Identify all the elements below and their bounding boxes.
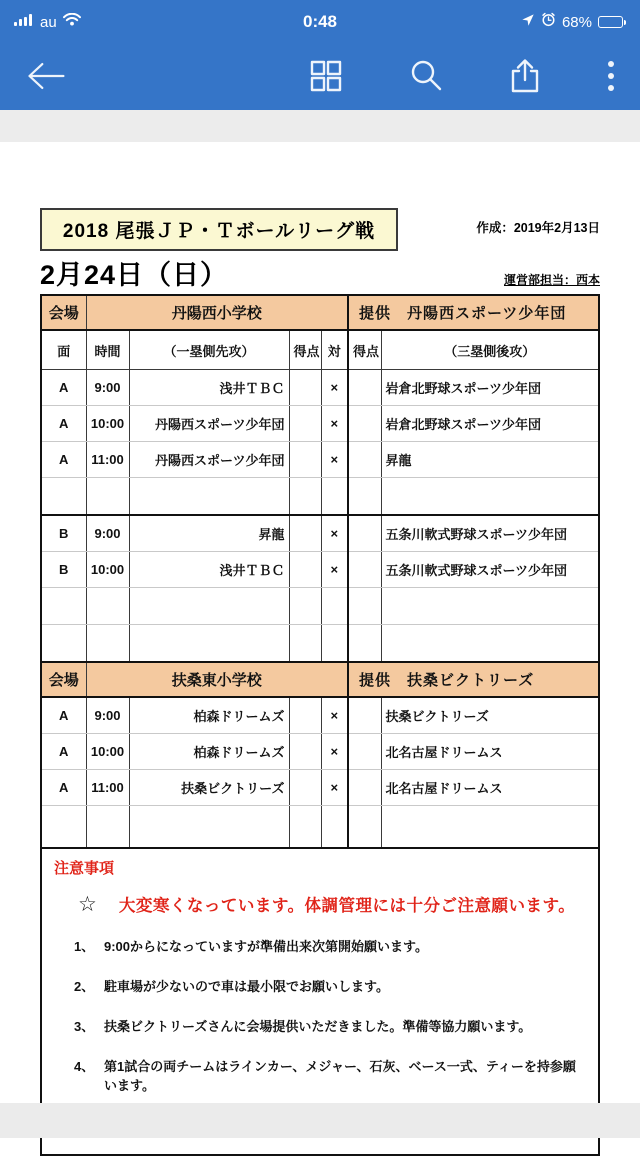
match-row bbox=[41, 770, 599, 806]
wifi-icon bbox=[63, 13, 81, 31]
cell-score2 bbox=[348, 806, 381, 849]
cell-second-team: 北名古屋ドリームス bbox=[381, 770, 599, 806]
provider-cell: 提供 扶桑ビクトリーズ bbox=[348, 662, 599, 697]
note-number: 1、 bbox=[74, 936, 104, 955]
cell-second-team: 扶桑ビクトリーズ bbox=[381, 697, 599, 734]
venue-header-row bbox=[41, 295, 599, 330]
status-bar bbox=[0, 0, 640, 44]
cell-first-team: 柏森ドリームズ bbox=[129, 697, 289, 734]
col-vs-header: 対 bbox=[321, 330, 348, 370]
cell-score2 bbox=[348, 625, 381, 663]
empty-row bbox=[41, 478, 599, 516]
cell-vs: × bbox=[321, 734, 348, 770]
cell-vs: × bbox=[321, 552, 348, 588]
cell-lane: B bbox=[41, 552, 86, 588]
cell-lane: A bbox=[41, 734, 86, 770]
col-score2-header: 得点 bbox=[348, 330, 381, 370]
cell-score1 bbox=[289, 478, 321, 516]
cell-lane bbox=[41, 478, 86, 516]
star-icon: ☆ bbox=[78, 894, 97, 915]
app-header bbox=[0, 0, 640, 110]
cell-lane bbox=[41, 806, 86, 849]
note-number: 3、 bbox=[74, 1016, 104, 1035]
cell-first-team: 丹陽西スポーツ少年団 bbox=[129, 442, 289, 478]
note-item bbox=[74, 936, 588, 955]
cell-second-team: 岩倉北野球スポーツ少年団 bbox=[381, 370, 599, 406]
match-row bbox=[41, 442, 599, 478]
cell-score1 bbox=[289, 442, 321, 478]
cell-first-team: 丹陽西スポーツ少年団 bbox=[129, 406, 289, 442]
alarm-clock-icon bbox=[541, 12, 556, 32]
cell-vs bbox=[321, 478, 348, 516]
cell-score2 bbox=[348, 697, 381, 734]
match-row bbox=[41, 515, 599, 552]
col-second-header: （三塁側後攻） bbox=[381, 330, 599, 370]
cell-second bbox=[381, 806, 599, 849]
cell-score2 bbox=[348, 588, 381, 625]
notes-highlight: 大変寒くなっています。体調管理には十分ご注意願います。 bbox=[119, 892, 575, 916]
signal-strength-icon bbox=[14, 13, 34, 31]
cell-score2 bbox=[348, 370, 381, 406]
cell-lane: A bbox=[41, 442, 86, 478]
venue-label-cell: 会場 bbox=[41, 662, 86, 697]
cell-lane: B bbox=[41, 515, 86, 552]
notes-heading: 注意事項 bbox=[54, 857, 588, 878]
match-row bbox=[41, 406, 599, 442]
col-lane-header: 面 bbox=[41, 330, 86, 370]
cell-score1 bbox=[289, 370, 321, 406]
note-text: 9:00からになっていますが準備出来次第開始願います。 bbox=[104, 936, 428, 955]
cell-second bbox=[381, 625, 599, 663]
cell-vs bbox=[321, 806, 348, 849]
search-button[interactable] bbox=[402, 52, 450, 103]
app-toolbar bbox=[0, 44, 640, 110]
cell-score2 bbox=[348, 478, 381, 516]
cell-score1 bbox=[289, 625, 321, 663]
empty-row bbox=[41, 625, 599, 663]
cell-score2 bbox=[348, 406, 381, 442]
cell-lane bbox=[41, 625, 86, 663]
cell-score2 bbox=[348, 515, 381, 552]
note-text: 扶桑ビクトリーズさんに会場提供いただきました。準備等協力願います。 bbox=[104, 1016, 531, 1035]
cell-vs: × bbox=[321, 515, 348, 552]
share-icon bbox=[508, 58, 542, 97]
match-row bbox=[41, 370, 599, 406]
search-icon bbox=[408, 58, 444, 97]
venue-name-cell: 丹陽西小学校 bbox=[86, 295, 348, 330]
cell-first bbox=[129, 806, 289, 849]
cell-score1 bbox=[289, 734, 321, 770]
provider-cell: 提供 丹陽西スポーツ少年団 bbox=[348, 295, 599, 330]
cell-time: 11:00 bbox=[86, 442, 129, 478]
cell-time bbox=[86, 478, 129, 516]
cell-score1 bbox=[289, 806, 321, 849]
cell-score1 bbox=[289, 406, 321, 442]
cell-score1 bbox=[289, 697, 321, 734]
share-button[interactable] bbox=[502, 52, 548, 103]
cell-lane: A bbox=[41, 406, 86, 442]
cell-second-team: 岩倉北野球スポーツ少年団 bbox=[381, 406, 599, 442]
back-arrow-icon bbox=[24, 59, 68, 96]
cell-second bbox=[381, 588, 599, 625]
grid-view-button[interactable] bbox=[302, 52, 350, 103]
empty-row bbox=[41, 588, 599, 625]
cell-vs: × bbox=[321, 770, 348, 806]
cell-lane: A bbox=[41, 770, 86, 806]
cell-first-team: 柏森ドリームズ bbox=[129, 734, 289, 770]
col-score-header: 得点 bbox=[289, 330, 321, 370]
cell-vs: × bbox=[321, 406, 348, 442]
schedule-table-body bbox=[41, 295, 599, 848]
cell-second bbox=[381, 478, 599, 516]
document-title: 2018 尾張ＪＰ・Ｔボールリーグ戦 bbox=[40, 208, 398, 251]
cell-score2 bbox=[348, 442, 381, 478]
cell-score1 bbox=[289, 515, 321, 552]
cell-vs: × bbox=[321, 442, 348, 478]
cell-vs bbox=[321, 625, 348, 663]
venue-name-cell: 扶桑東小学校 bbox=[86, 662, 348, 697]
cell-first bbox=[129, 625, 289, 663]
cell-time bbox=[86, 806, 129, 849]
cell-score1 bbox=[289, 552, 321, 588]
match-row bbox=[41, 552, 599, 588]
empty-row bbox=[41, 806, 599, 849]
document-page[interactable] bbox=[0, 142, 640, 1156]
note-number: 2、 bbox=[74, 976, 104, 995]
cell-time: 9:00 bbox=[86, 515, 129, 552]
page-margin-top bbox=[0, 110, 640, 142]
venue-header-row bbox=[41, 662, 599, 697]
created-date-label: 作成：2019年2月13日 bbox=[476, 208, 600, 236]
cell-lane: A bbox=[41, 697, 86, 734]
manager-label: 運営部担当：西本 bbox=[504, 271, 600, 292]
note-text: 駐車場が少ないので車は最小限でお願いします。 bbox=[104, 976, 389, 995]
cell-lane: A bbox=[41, 370, 86, 406]
cell-first-team: 浅井ＴＢＣ bbox=[129, 552, 289, 588]
note-item bbox=[74, 976, 588, 995]
cell-score2 bbox=[348, 552, 381, 588]
battery-icon bbox=[598, 16, 626, 28]
note-text: 第1試合の両チームはラインカー、メジャー、石灰、ベース一式、ティーを持参願います。 bbox=[104, 1056, 588, 1094]
cell-lane bbox=[41, 588, 86, 625]
clock-time: 0:48 bbox=[0, 12, 640, 32]
cell-second-team: 五条川軟式野球スポーツ少年団 bbox=[381, 552, 599, 588]
location-services-icon bbox=[521, 13, 535, 32]
cell-time: 9:00 bbox=[86, 370, 129, 406]
event-date: 2月24日（日） bbox=[40, 253, 228, 292]
cell-second-team: 五条川軟式野球スポーツ少年団 bbox=[381, 515, 599, 552]
cell-first bbox=[129, 588, 289, 625]
col-first-header: （一塁側先攻） bbox=[129, 330, 289, 370]
carrier-label: au bbox=[40, 14, 57, 31]
cell-time: 10:00 bbox=[86, 406, 129, 442]
back-button[interactable] bbox=[18, 53, 74, 102]
venue-label-cell: 会場 bbox=[41, 295, 86, 330]
overflow-menu-icon bbox=[606, 58, 616, 97]
note-number: 4、 bbox=[74, 1056, 104, 1094]
cell-score1 bbox=[289, 588, 321, 625]
column-header-row bbox=[41, 330, 599, 370]
cell-second-team: 北名古屋ドリームス bbox=[381, 734, 599, 770]
cell-time: 10:00 bbox=[86, 734, 129, 770]
cell-second-team: 昇龍 bbox=[381, 442, 599, 478]
cell-first-team: 浅井ＴＢＣ bbox=[129, 370, 289, 406]
cell-score2 bbox=[348, 734, 381, 770]
match-row bbox=[41, 734, 599, 770]
cell-time bbox=[86, 588, 129, 625]
cell-time bbox=[86, 625, 129, 663]
cell-time: 11:00 bbox=[86, 770, 129, 806]
cell-first-team: 扶桑ビクトリーズ bbox=[129, 770, 289, 806]
page-margin-bottom bbox=[0, 1103, 640, 1138]
battery-percent-label: 68% bbox=[562, 14, 592, 31]
cell-first bbox=[129, 478, 289, 516]
schedule-table bbox=[40, 294, 600, 849]
note-item bbox=[74, 1056, 588, 1094]
cell-time: 9:00 bbox=[86, 697, 129, 734]
cell-first-team: 昇龍 bbox=[129, 515, 289, 552]
grid-view-icon bbox=[308, 58, 344, 97]
cell-score2 bbox=[348, 770, 381, 806]
col-time-header: 時間 bbox=[86, 330, 129, 370]
cell-score1 bbox=[289, 770, 321, 806]
cell-vs bbox=[321, 588, 348, 625]
note-item bbox=[74, 1016, 588, 1035]
cell-time: 10:00 bbox=[86, 552, 129, 588]
cell-vs: × bbox=[321, 370, 348, 406]
cell-vs: × bbox=[321, 697, 348, 734]
match-row bbox=[41, 697, 599, 734]
overflow-menu-button[interactable] bbox=[600, 52, 622, 103]
